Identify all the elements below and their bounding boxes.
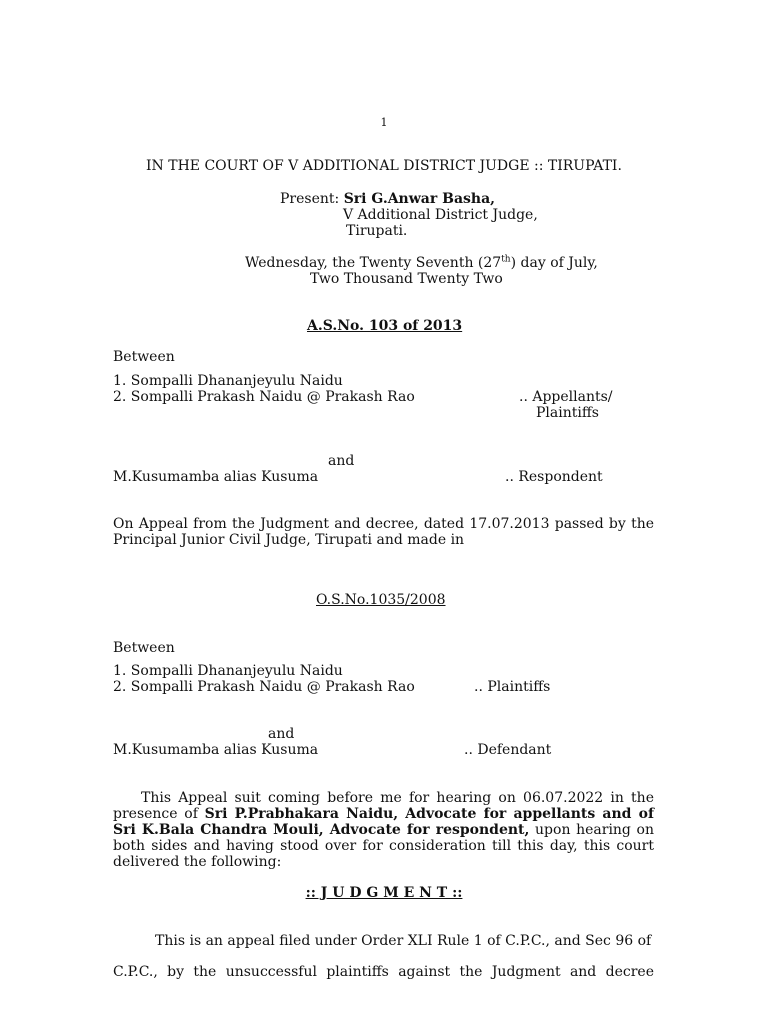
- present-label: Present:: [280, 191, 340, 207]
- appellant-1: 1. Sompalli Dhananjeyulu Naidu: [113, 373, 343, 389]
- appeal-case-number: A.S.No. 103 of 2013: [307, 318, 463, 334]
- appeal-between-label: Between: [113, 349, 175, 365]
- on-appeal-paragraph: On Appeal from the Judgment and decree, dated 17.07.2013 passed by the Principal Junior Civil Judge, Tirupati and made in: [113, 516, 654, 548]
- hearing-paragraph: [113, 790, 654, 870]
- advocates-text: Sri P.Prabhakara Naidu, Advocate for appellants and of Sri K.Bala Chandra Mouli, Advocate for respondent,: [113, 806, 654, 838]
- date-text-cont: ) day of July,: [510, 255, 598, 271]
- hearing-text: This Appeal suit coming before me for hearing on 06.07.2022 in the presence of: [113, 790, 654, 822]
- date-line-1: [245, 255, 598, 271]
- date-line-2: Two Thousand Twenty Two: [310, 271, 503, 287]
- appellant-2: 2. Sompalli Prakash Naidu @ Prakash Rao: [113, 389, 415, 405]
- judgment-line-2: C.P.C., by the unsuccessful plaintiffs against the Judgment and decree: [113, 964, 654, 980]
- judgment-line-1: This is an appeal filed under Order XLI Rule 1 of C.P.C., and Sec 96 of: [155, 933, 652, 949]
- present-line: [280, 191, 495, 207]
- appellant-role-plaintiffs: Plaintiffs: [536, 405, 599, 421]
- suit-between-label: Between: [113, 640, 175, 656]
- hearing-text-cont: upon hearing on both sides and having stood over for consideration till this day, this court delivered the following:: [113, 822, 654, 870]
- judge-place: Tirupati.: [346, 223, 408, 239]
- appellant-role: .. Appellants/: [519, 389, 613, 405]
- judge-designation: V Additional District Judge,: [343, 207, 538, 223]
- respondent-name: M.Kusumamba alias Kusuma: [113, 469, 319, 485]
- suit-case-number: O.S.No.1035/2008: [316, 592, 446, 608]
- date-text: Wednesday, the Twenty Seventh (27: [245, 255, 502, 271]
- plaintiff-role: .. Plaintiffs: [474, 679, 551, 695]
- defendant-name: M.Kusumamba alias Kusuma: [113, 742, 319, 758]
- plaintiff-1: 1. Sompalli Dhananjeyulu Naidu: [113, 663, 343, 679]
- judgment-heading: :: J U D G M E N T ::: [305, 885, 463, 901]
- suit-and: and: [268, 726, 295, 742]
- defendant-role: .. Defendant: [464, 742, 552, 758]
- page-number: 1: [380, 116, 388, 129]
- judge-name: Sri G.Anwar Basha,: [343, 191, 496, 207]
- date-ordinal-suffix: th: [501, 254, 511, 265]
- court-heading: IN THE COURT OF V ADDITIONAL DISTRICT JUDGE :: TIRUPATI.: [146, 158, 622, 174]
- respondent-role: .. Respondent: [505, 469, 603, 485]
- plaintiff-2: 2. Sompalli Prakash Naidu @ Prakash Rao: [113, 679, 415, 695]
- appeal-and: and: [328, 453, 355, 469]
